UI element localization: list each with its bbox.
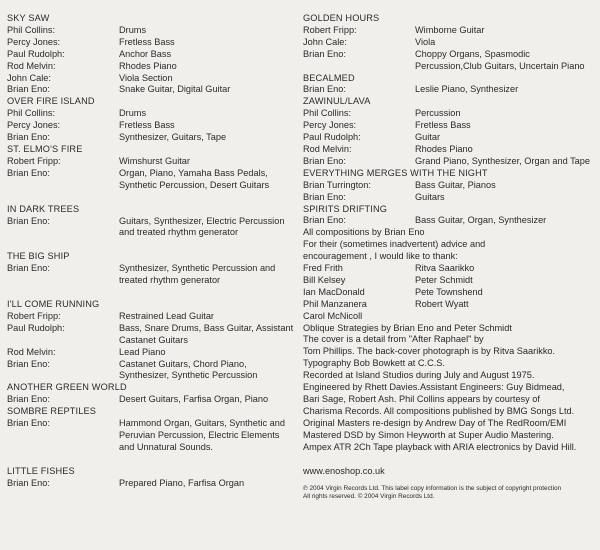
musician-name: John Cale: xyxy=(7,72,51,83)
credit-line: The cover is a detail from "After Raphael" by xyxy=(303,334,484,345)
instrument-list: Guitars, Synthesizer, Electric Percussion and treated rhythm generator xyxy=(119,215,285,238)
musician-name: Phil Collins: xyxy=(7,108,55,119)
credit-row xyxy=(303,192,595,204)
credit-line: Recorded at Island Studios during July and August 1975. xyxy=(303,370,535,381)
instrument-list: Grand Piano, Synthesizer, Organ and Tape xyxy=(415,155,591,166)
instrument-list: Fretless Bass xyxy=(119,36,175,47)
song-block xyxy=(7,466,297,490)
song-block xyxy=(7,13,297,96)
instrument-list: Wimshurst Guitar xyxy=(119,155,190,166)
credit-row xyxy=(7,120,297,132)
song-block xyxy=(7,382,297,406)
credit-row xyxy=(7,216,297,240)
musician-name: Brian Eno: xyxy=(7,358,50,369)
instrument-list: Percussion xyxy=(415,108,461,119)
instrument-list: Viola xyxy=(415,36,436,47)
musician-name: Brian Eno: xyxy=(303,191,346,202)
instrument-list: Rhodes Piano xyxy=(119,60,177,71)
spacer xyxy=(7,454,297,466)
musician-name: Brian Eno: xyxy=(303,48,346,59)
instrument-list: Bass, Snare Drums, Bass Guitar, Assistant Castanet Guitars xyxy=(119,322,294,345)
musician-name: Phil Collins: xyxy=(7,24,55,35)
credits-block xyxy=(303,227,595,501)
credit-row xyxy=(303,180,595,192)
instrument-list: Guitars xyxy=(415,191,445,202)
credit-row xyxy=(7,478,297,490)
musician-name: Brian Turrington: xyxy=(303,179,371,190)
musician-name: Brian Eno: xyxy=(7,418,50,429)
song-title: ST. ELMO'S FIRE xyxy=(7,143,83,154)
credit-row xyxy=(7,37,297,49)
musician-name: Brian Eno: xyxy=(7,263,50,274)
instrument-list: Lead Piano xyxy=(119,346,166,357)
credit-line: Typography Bob Bowkett at C.C.S. xyxy=(303,358,445,369)
thanks-list xyxy=(303,263,595,323)
musician-name: Brian Eno: xyxy=(7,132,50,143)
credit-row xyxy=(303,215,595,227)
thanks-intro-line: encouragement , I would like to thank: xyxy=(303,251,458,262)
credit-row xyxy=(7,61,297,73)
instrument-list: Desert Guitars, Farfisa Organ, Piano xyxy=(119,394,269,405)
thanks-name: Fred Frith xyxy=(303,263,343,274)
thanks-name: Phil Manzanera xyxy=(303,298,367,309)
instrument-list: Synthesizer, Guitars, Tape xyxy=(119,132,227,143)
instrument-list: Wimborne Guitar xyxy=(415,24,485,35)
musician-name: Robert Fripp: xyxy=(7,310,61,321)
song-title: OVER FIRE ISLAND xyxy=(7,96,95,107)
thanks-name: Ritva Saarikko xyxy=(415,263,475,274)
song-title: SOMBRE REPTILES xyxy=(7,406,97,417)
left-column xyxy=(7,13,297,490)
credit-row xyxy=(7,132,297,144)
instrument-list: Rhodes Piano xyxy=(415,143,473,154)
thanks-name: Peter Schmidt xyxy=(415,274,473,285)
instrument-list: Drums xyxy=(119,108,147,119)
musician-name: Robert Fripp: xyxy=(7,155,61,166)
musician-name: Rod Melvin: xyxy=(303,143,352,154)
thanks-name: Bill Kelsey xyxy=(303,274,346,285)
musician-name: Brian Eno: xyxy=(303,215,346,226)
credit-line: Original Masters re-design by Andrew Day of The RedRoom/EMI xyxy=(303,417,567,428)
credit-row xyxy=(7,263,297,287)
thanks-name: Carol McNicoll xyxy=(303,310,363,321)
song-title: EVERYTHING MERGES WITH THE NIGHT xyxy=(303,167,488,178)
song-title: THE BIG SHIP xyxy=(7,251,70,262)
instrument-list: Choppy Organs, Spasmodic Percussion,Club Guitars, Uncertain Piano xyxy=(415,48,585,71)
credit-row xyxy=(7,347,297,359)
credit-row xyxy=(7,418,297,454)
musician-name: Brian Eno: xyxy=(7,167,50,178)
spacer xyxy=(7,192,297,204)
credit-line: Tom Phillips. The back-cover photograph is by Ritva Saarikko. xyxy=(303,346,556,357)
musician-name: Robert Fripp: xyxy=(303,24,357,35)
song-block xyxy=(303,168,595,204)
instrument-list: Bass Guitar, Pianos xyxy=(415,179,496,190)
thanks-name xyxy=(415,311,595,323)
song-block xyxy=(7,204,297,252)
instrument-list: Organ, Piano, Yamaha Bass Pedals, Synthetic Percussion, Desert Guitars xyxy=(119,167,270,190)
instrument-list: Snake Guitar, Digital Guitar xyxy=(119,84,231,95)
credit-row xyxy=(303,37,595,49)
musician-name: Paul Rudolph: xyxy=(7,322,65,333)
musician-name: Paul Rudolph: xyxy=(303,132,361,143)
instrument-list: Guitar xyxy=(415,132,441,143)
credit-line: Bari Sage, Robert Ash. Phil Collins appears by courtesy of xyxy=(303,394,540,404)
musician-name: Brian Eno: xyxy=(303,84,346,95)
credit-row xyxy=(7,73,297,85)
instrument-list: Prepared Piano, Farfisa Organ xyxy=(119,477,245,488)
instrument-list: Drums xyxy=(119,24,147,35)
credit-line: Ampex ATR 2Ch Tape playback with ARIA electronics by David Hill. xyxy=(303,441,577,452)
song-block xyxy=(7,96,297,144)
credit-row xyxy=(7,156,297,168)
credit-line: Charisma Records. All compositions published by BMG Songs Ltd. xyxy=(303,405,575,416)
song-block xyxy=(7,299,297,382)
compositions-credit: All compositions by Brian Eno xyxy=(303,227,425,238)
musician-name: Brian Eno: xyxy=(7,215,50,226)
instrument-list: Leslie Piano, Synthesizer xyxy=(415,84,519,95)
website-link[interactable]: www.enoshop.co.uk xyxy=(303,465,385,476)
song-title: I'LL COME RUNNING xyxy=(7,299,100,310)
instrument-list: Anchor Bass xyxy=(119,48,172,59)
credit-row xyxy=(7,84,297,96)
credit-row xyxy=(7,359,297,383)
credit-row xyxy=(7,108,297,120)
song-title: ANOTHER GREEN WORLD xyxy=(7,382,127,393)
credit-row xyxy=(303,49,595,73)
song-block xyxy=(7,251,297,299)
song-title: IN DARK TREES xyxy=(7,203,80,214)
musician-name: Phil Collins: xyxy=(303,108,351,119)
credit-row xyxy=(303,156,595,168)
song-title: SKY SAW xyxy=(7,13,50,23)
instrument-list: Restrained Lead Guitar xyxy=(119,310,214,321)
credit-row xyxy=(303,144,595,156)
legal-notice xyxy=(303,485,595,501)
thanks-name: Ian MacDonald xyxy=(303,286,365,297)
musician-name: Percy Jones: xyxy=(7,36,61,47)
credit-line: Engineered by Rhett Davies.Assistant Engineers: Guy Bidmead, xyxy=(303,382,565,393)
song-title: GOLDEN HOURS xyxy=(303,13,380,23)
instrument-list: Bass Guitar, Organ, Synthesizer xyxy=(415,215,547,226)
musician-name: Percy Jones: xyxy=(303,120,357,131)
song-block xyxy=(303,96,595,167)
musician-name: Rod Melvin: xyxy=(7,346,56,357)
credit-row xyxy=(7,25,297,37)
instrument-list: Synthesizer, Synthetic Percussion and treated rhythm generator xyxy=(119,263,276,286)
credit-row xyxy=(7,323,297,347)
credit-row xyxy=(7,168,297,192)
credit-row xyxy=(303,84,595,96)
credit-row xyxy=(7,394,297,406)
credit-row xyxy=(303,132,595,144)
credit-row xyxy=(303,108,595,120)
song-title: SPIRITS DRIFTING xyxy=(303,203,388,214)
instrument-list: Castanet Guitars, Chord Piano, Synthesizer, Synthetic Percussion xyxy=(119,358,258,381)
thanks-intro-line: For their (sometimes inadvertent) advice and xyxy=(303,239,486,250)
credit-row xyxy=(303,25,595,37)
spacer xyxy=(7,287,297,299)
right-column xyxy=(303,13,595,501)
legal-line: ℗ 2004 Virgin Records Ltd. This label copy information is the subject of copyright protection xyxy=(303,485,562,493)
instrument-list: Hammond Organ, Guitars, Synthetic and Peruvian Percussion, Electric Elements and Unnatural Sounds. xyxy=(119,418,285,452)
legal-line: All rights reserved. © 2004 Virgin Records Ltd. xyxy=(303,493,435,501)
musician-name: Brian Eno: xyxy=(7,394,50,405)
song-title: LITTLE FISHES xyxy=(7,465,75,476)
song-block xyxy=(7,406,297,466)
song-title: BECALMED xyxy=(303,72,355,83)
musician-name: Rod Melvin: xyxy=(7,60,56,71)
song-block xyxy=(303,13,595,73)
thanks-name: Robert Wyatt xyxy=(415,298,469,309)
credit-row xyxy=(7,49,297,61)
credit-row xyxy=(303,120,595,132)
musician-name: Percy Jones: xyxy=(7,120,61,131)
credit-line: Oblique Strategies by Brian Eno and Peter Schmidt xyxy=(303,322,512,333)
spacer xyxy=(7,239,297,251)
song-block xyxy=(303,73,595,97)
credit-row xyxy=(7,311,297,323)
musician-name: Paul Rudolph: xyxy=(7,48,65,59)
musician-name: John Cale: xyxy=(303,36,347,47)
song-block xyxy=(303,204,595,228)
credit-line: Mastered DSD by Simon Heyworth at Super Audio Mastering. xyxy=(303,429,554,440)
musician-name: Brian Eno: xyxy=(7,84,50,95)
song-block xyxy=(7,144,297,204)
right-song-list xyxy=(303,13,595,227)
instrument-list: Viola Section xyxy=(119,72,173,83)
production-credits xyxy=(303,323,595,454)
instrument-list: Fretless Bass xyxy=(119,120,175,131)
instrument-list: Fretless Bass xyxy=(415,120,471,131)
musician-name: Brian Eno: xyxy=(7,477,50,488)
song-title: ZAWINUL/LAVA xyxy=(303,96,371,107)
musician-name: Brian Eno: xyxy=(303,155,346,166)
thanks-name: Pete Townshend xyxy=(415,286,483,297)
